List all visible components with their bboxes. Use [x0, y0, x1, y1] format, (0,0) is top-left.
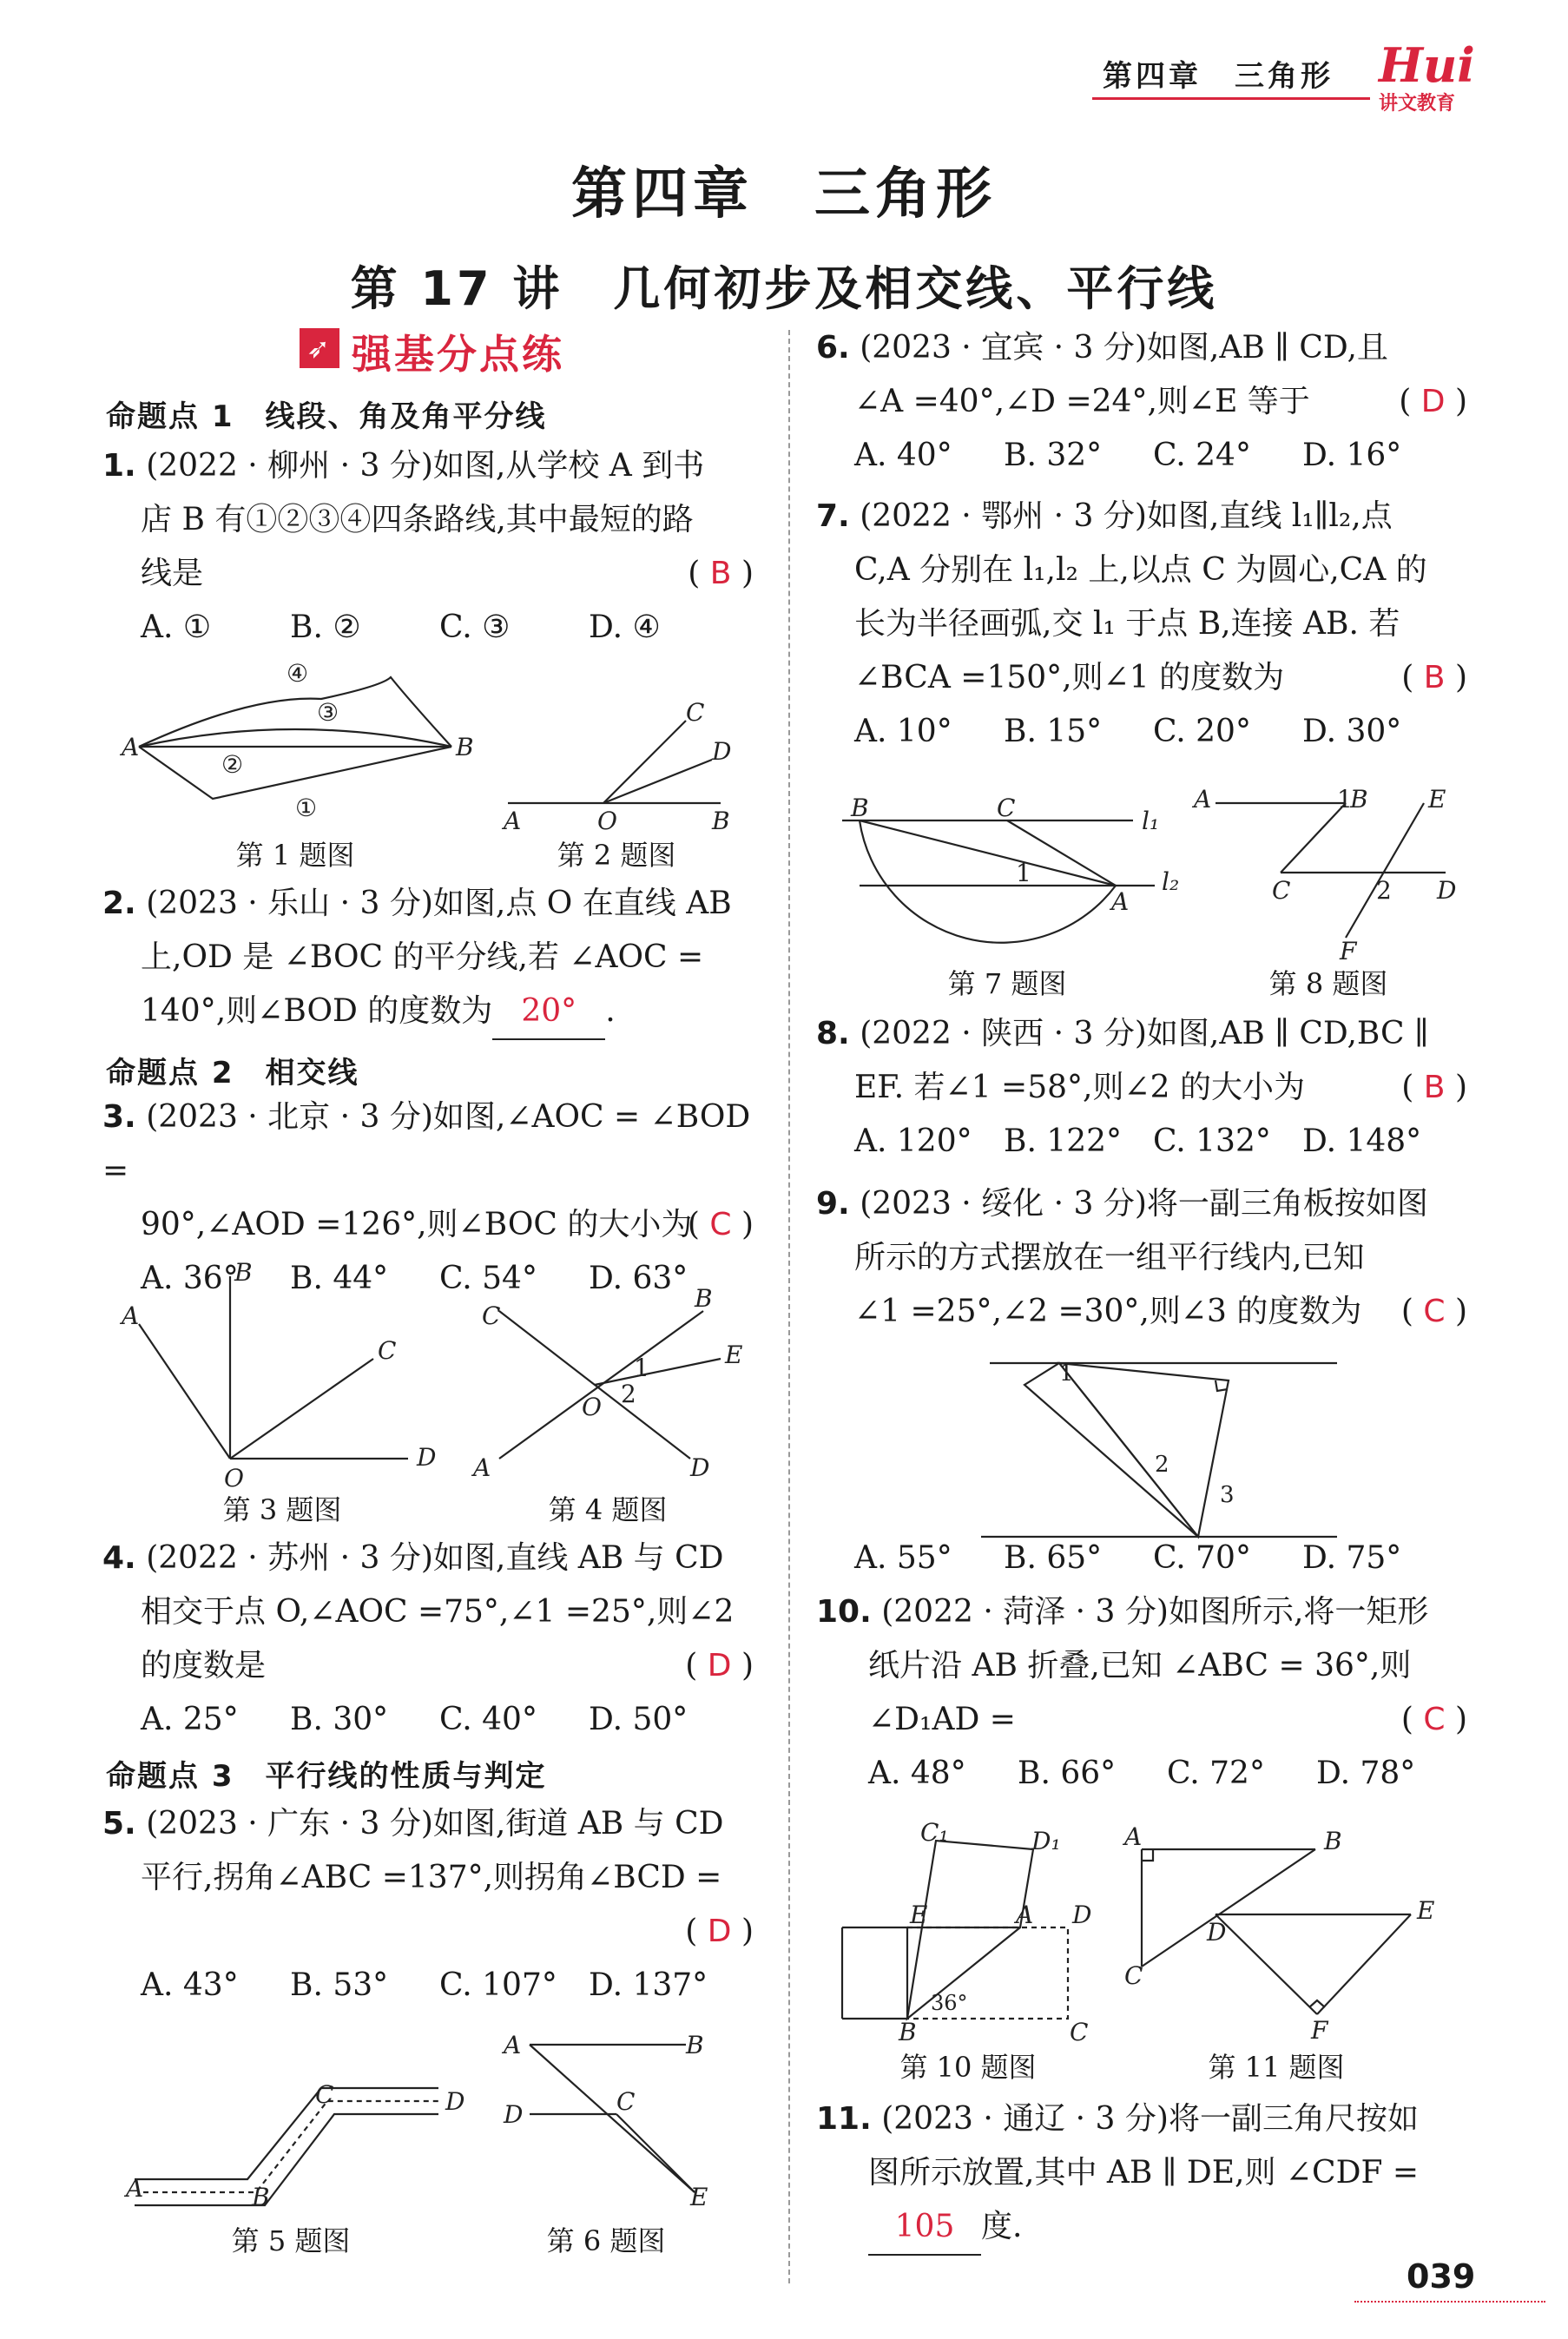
- svg-text:B: B: [695, 1284, 713, 1313]
- question-text: 所示的方式摆放在一组平行线内,已知: [854, 1240, 1365, 1275]
- figure-10-fold: [833, 1818, 1111, 2046]
- svg-text:B: B: [712, 807, 730, 835]
- question-number: 9.: [816, 1186, 850, 1222]
- question-9-options: [854, 1540, 1452, 1576]
- option-d: D. 75°: [1302, 1540, 1402, 1576]
- paper-plane-icon: ➶: [300, 328, 339, 368]
- question-5: 5. (2023 · 广东 · 3 分)如图,街道 AB 与 CD 平行,拐角∠ABC =137°,则拐角∠BCD = ( D ) A. 43° B. 53° C. 107° D. 137°: [102, 1797, 762, 2013]
- svg-text:F: F: [1340, 937, 1357, 965]
- brand-logo: [1379, 37, 1475, 116]
- figure-caption: 第 11 题图: [1208, 2051, 1345, 2084]
- svg-text:1: 1: [1337, 785, 1353, 814]
- svg-text:D: D: [445, 2087, 465, 2116]
- svg-text:A: A: [1111, 887, 1130, 916]
- section-label: 强基分点练: [352, 331, 564, 378]
- svg-text:E: E: [725, 1341, 743, 1369]
- figure-caption: 第 2 题图: [557, 839, 676, 872]
- svg-text:O: O: [224, 1464, 244, 1492]
- answer: B: [709, 556, 732, 591]
- question-number: 1.: [102, 448, 136, 484]
- svg-text:A: A: [122, 1301, 140, 1330]
- figure-7-arc: [833, 781, 1198, 955]
- chapter-title: 第四章 三角形: [571, 162, 997, 227]
- question-text: ∠A =40°,∠D =24°,则∠E 等于: [854, 384, 1310, 419]
- option-b: B. 66°: [1018, 1756, 1117, 1791]
- option-c: C. 72°: [1167, 1756, 1265, 1791]
- question-3: 3. (2023 · 北京 · 3 分)如图,∠AOC = ∠BOD = 90°,∠AOD =126°,则∠BOC 的大小为 ( C ) A. 36° B. 44° C. 54° D. 63°: [102, 1090, 762, 1306]
- question-text: C,A 分别在 l₁,l₂ 上,以点 C 为圆心,CA 的: [854, 552, 1427, 588]
- svg-text:D: D: [1072, 1901, 1092, 1929]
- option-b: B. 44°: [290, 1261, 389, 1296]
- question-text: (2023 · 通辽 · 3 分)将一副三角尺按如: [881, 2101, 1419, 2137]
- figure-3-angles: [122, 1258, 451, 1492]
- svg-text:C: C: [378, 1336, 397, 1365]
- option-c: C. 107°: [439, 1967, 557, 2003]
- question-11: [816, 2092, 1476, 2256]
- option-b: B. 15°: [1004, 714, 1103, 749]
- question-6: 6. (2023 · 宜宾 · 3 分)如图,AB ∥ CD,且 ∠A =40°,∠D =24°,则∠E 等于 ( D ) A. 40° B. 32° C. 24° D. 16°: [816, 321, 1476, 483]
- question-text: (2023 · 广东 · 3 分)如图,街道 AB 与 CD: [146, 1806, 724, 1842]
- svg-text:B: B: [456, 733, 474, 761]
- svg-text:D: D: [712, 737, 732, 766]
- answer: D: [707, 1648, 732, 1683]
- question-7: 7. (2022 · 鄂州 · 3 分)如图,直线 l₁∥l₂,点 C,A 分别在 l₁,l₂ 上,以点 C 为圆心,CA 的 长为半径画弧,交 l₁ 于点 B,连接 AB. 若 ∠BCA =150°,则∠1 的度数为 ( B ) A. 10° B. 15° C. 20° D. 30°: [816, 490, 1476, 759]
- option-c: C. 40°: [439, 1702, 537, 1737]
- svg-text:A: A: [1194, 785, 1212, 814]
- page-number: 039: [1407, 2257, 1476, 2296]
- svg-text:B: B: [851, 794, 869, 822]
- figure-6-parallel: [504, 2023, 729, 2214]
- option-c: C. 70°: [1153, 1540, 1251, 1576]
- question-text: (2022 · 菏泽 · 3 分)如图所示,将一矩形: [881, 1594, 1429, 1630]
- svg-text:③: ③: [317, 698, 339, 727]
- question-number: 5.: [102, 1806, 136, 1842]
- option-d: D. 78°: [1316, 1756, 1416, 1791]
- svg-text:l₁: l₁: [1142, 807, 1160, 835]
- answer-blank: 20°: [492, 985, 605, 1040]
- svg-text:B: B: [234, 1258, 253, 1287]
- option-d: D. ④: [589, 609, 661, 645]
- svg-text:A: A: [126, 2174, 144, 2203]
- question-number: 10.: [816, 1594, 872, 1630]
- svg-text:D₁: D₁: [1031, 1827, 1061, 1855]
- svg-text:C: C: [997, 794, 1016, 822]
- svg-text:3: 3: [1220, 1482, 1235, 1508]
- question-text: (2023 · 乐山 · 3 分)如图,点 O 在直线 AB: [146, 886, 732, 921]
- question-text: 相交于点 O,∠AOC =75°,∠1 =25°,则∠2: [141, 1594, 735, 1630]
- svg-text:A: A: [1124, 1822, 1143, 1851]
- option-a: A. 10°: [854, 714, 952, 749]
- option-c: C. 20°: [1153, 714, 1251, 749]
- logo-mark: Hui: [1379, 37, 1475, 93]
- svg-text:C: C: [686, 698, 705, 727]
- answer-unit: 度.: [981, 2209, 1023, 2244]
- option-d: D. 148°: [1302, 1123, 1422, 1159]
- question-text: (2022 · 柳州 · 3 分)如图,从学校 A 到书: [146, 448, 705, 484]
- question-text: (2022 · 陕西 · 3 分)如图,AB ∥ CD,BC ∥: [860, 1016, 1429, 1051]
- figure-caption: 第 10 题图: [899, 2051, 1037, 2084]
- question-4: 4. (2022 · 苏州 · 3 分)如图,直线 AB 与 CD 相交于点 O,∠AOC =75°,∠1 =25°,则∠2 的度数是 ( D ) A. 25° B. 30° C. 40° D. 50°: [102, 1532, 762, 1747]
- question-number: 3.: [102, 1099, 136, 1135]
- option-d: D. 137°: [589, 1967, 708, 2003]
- lecture-title: 第 17 讲 几何初步及相交线、平行线: [350, 261, 1218, 316]
- question-text: 平行,拐角∠ABC =137°,则拐角∠BCD =: [141, 1860, 722, 1895]
- question-text: 店 B 有①②③④四条路线,其中最短的路: [141, 502, 694, 537]
- svg-text:1: 1: [634, 1354, 649, 1382]
- svg-text:B: B: [1350, 785, 1368, 814]
- figure-caption: 第 8 题图: [1268, 967, 1388, 1000]
- option-a: A. ①: [141, 609, 212, 645]
- option-c: C. ③: [439, 609, 511, 645]
- svg-text:E: E: [690, 2183, 708, 2211]
- question-8: 8. (2022 · 陕西 · 3 分)如图,AB ∥ CD,BC ∥ EF. 若∠1 =58°,则∠2 的大小为 ( B ) A. 120° B. 122° C. 132° D. 148°: [816, 1007, 1476, 1169]
- question-text: 线是: [141, 556, 204, 591]
- question-text: ∠D₁AD =: [868, 1702, 1016, 1737]
- figure-2-angle: [504, 698, 755, 835]
- answer-blank: 105: [868, 2200, 981, 2256]
- header-rule: [1092, 97, 1370, 100]
- svg-text:E: E: [910, 1901, 928, 1929]
- svg-text:D: D: [1207, 1918, 1227, 1947]
- option-b: B. 53°: [290, 1967, 389, 2003]
- question-text: 140°,则∠BOD 的度数为: [141, 993, 493, 1029]
- svg-text:C: C: [315, 2080, 334, 2109]
- answer: C: [1423, 1702, 1446, 1737]
- option-b: B. 30°: [290, 1702, 389, 1737]
- question-text: 长为半径画弧,交 l₁ 于点 B,连接 AB. 若: [854, 606, 1400, 642]
- svg-text:D: D: [690, 1453, 710, 1482]
- question-text: EF. 若∠1 =58°,则∠2 的大小为: [854, 1070, 1305, 1105]
- svg-text:C: C: [1070, 2018, 1089, 2046]
- option-a: A. 25°: [141, 1702, 239, 1737]
- option-a: A. 55°: [854, 1540, 952, 1576]
- option-a: A. 48°: [868, 1756, 966, 1791]
- figure-9-set-squares: [972, 1346, 1346, 1563]
- option-b: B. 32°: [1004, 438, 1103, 473]
- question-text: (2023 · 绥化 · 3 分)将一副三角板按如图: [860, 1186, 1428, 1222]
- option-a: A. 120°: [854, 1123, 972, 1159]
- option-d: D. 16°: [1302, 438, 1402, 473]
- question-text: (2022 · 鄂州 · 3 分)如图,直线 l₁∥l₂,点: [860, 498, 1393, 534]
- svg-text:D: D: [504, 2100, 524, 2129]
- option-c: C. 24°: [1153, 438, 1251, 473]
- question-text: ∠BCA =150°,则∠1 的度数为: [854, 660, 1285, 695]
- question-9: 9. (2023 · 绥化 · 3 分)将一副三角板按如图 所示的方式摆放在一组平行线内,已知 ∠1 =25°,∠2 =30°,则∠3 的度数为 ( C ): [816, 1177, 1476, 1339]
- svg-text:C: C: [616, 2087, 636, 2116]
- svg-text:A: A: [473, 1453, 491, 1482]
- svg-text:2: 2: [1155, 1452, 1169, 1478]
- figure-5-street: [126, 2066, 491, 2223]
- question-1: 1. (2022 · 柳州 · 3 分)如图,从学校 A 到书 店 B 有①②③④四条路线,其中最短的路 线是 ( B ) A. ① B. ② C. ③ D. ④: [102, 439, 762, 655]
- question-text: (2023 · 宜宾 · 3 分)如图,AB ∥ CD,且: [860, 330, 1388, 366]
- option-a: A. 36°: [141, 1261, 239, 1296]
- svg-text:A: A: [122, 733, 140, 761]
- question-number: 4.: [102, 1540, 136, 1576]
- figure-caption: 第 1 题图: [235, 839, 355, 872]
- option-d: D. 50°: [589, 1702, 688, 1737]
- figure-caption: 第 7 题图: [947, 967, 1067, 1000]
- svg-text:B: B: [899, 2018, 917, 2046]
- question-number: 8.: [816, 1016, 850, 1051]
- question-number: 7.: [816, 498, 850, 534]
- option-b: B. 65°: [1004, 1540, 1103, 1576]
- answer: D: [1420, 384, 1446, 419]
- question-text: 的度数是: [141, 1648, 267, 1683]
- question-number: 6.: [816, 330, 850, 366]
- question-10: 10. (2022 · 菏泽 · 3 分)如图所示,将一矩形 纸片沿 AB 折叠,已知 ∠ABC = 36°,则 ∠D₁AD = ( C ) A. 48° B. 66° C. 72° D. 78°: [816, 1585, 1476, 1801]
- figure-11-set-squares: [1111, 1822, 1459, 2045]
- svg-text:2: 2: [1376, 876, 1392, 905]
- figure-caption: 第 4 题图: [548, 1493, 668, 1526]
- question-text: (2023 · 北京 · 3 分)如图,∠AOC = ∠BOD =: [102, 1099, 751, 1189]
- running-header: 第四章 三角形: [1103, 59, 1334, 94]
- svg-text:F: F: [1311, 2016, 1328, 2045]
- question-number: 11.: [816, 2101, 872, 2137]
- svg-text:④: ④: [287, 659, 309, 688]
- answer: B: [1423, 1070, 1446, 1105]
- question-text: (2022 · 苏州 · 3 分)如图,直线 AB 与 CD: [146, 1540, 724, 1576]
- svg-text:C: C: [1124, 1961, 1143, 1990]
- question-text: 纸片沿 AB 折叠,已知 ∠ABC = 36°,则: [868, 1648, 1412, 1683]
- svg-text:A: A: [504, 2031, 522, 2059]
- question-number: 2.: [102, 886, 136, 921]
- option-d: D. 30°: [1302, 714, 1402, 749]
- option-d: D. 63°: [589, 1261, 688, 1296]
- question-2: 2. (2023 · 乐山 · 3 分)如图,点 O 在直线 AB 上,OD 是 ∠BOC 的平分线,若 ∠AOC = 140°,则∠BOD 的度数为 20° .: [102, 877, 762, 1040]
- svg-text:O: O: [582, 1393, 602, 1421]
- option-a: A. 40°: [854, 438, 952, 473]
- option-c: C. 54°: [439, 1261, 537, 1296]
- svg-text:O: O: [597, 807, 617, 835]
- answer: D: [707, 1914, 732, 1949]
- svg-text:②: ②: [221, 750, 244, 779]
- topic-heading-2: 命题点 2 相交线: [106, 1056, 359, 1090]
- svg-text:C: C: [1272, 876, 1291, 905]
- svg-text:l₂: l₂: [1162, 867, 1180, 896]
- svg-text:A: A: [504, 807, 522, 835]
- figure-caption: 第 5 题图: [231, 2224, 351, 2257]
- svg-text:E: E: [1428, 785, 1446, 814]
- svg-text:B: B: [686, 2031, 704, 2059]
- column-divider: [788, 330, 790, 2283]
- question-text: 上,OD 是 ∠BOC 的平分线,若 ∠AOC =: [141, 939, 704, 975]
- option-b: B. ②: [290, 609, 361, 645]
- svg-text:2: 2: [621, 1380, 636, 1408]
- svg-text:1: 1: [1016, 859, 1031, 887]
- svg-text:B: B: [1324, 1827, 1342, 1855]
- option-b: B. 122°: [1004, 1123, 1123, 1159]
- page-number-rule: [1354, 2301, 1545, 2303]
- svg-text:D: D: [1437, 876, 1457, 905]
- question-text: ∠1 =25°,∠2 =30°,则∠3 的度数为: [854, 1294, 1362, 1329]
- answer: B: [1423, 660, 1446, 695]
- topic-heading-1: 命题点 1 线段、角及角平分线: [106, 399, 547, 434]
- svg-text:C: C: [482, 1301, 501, 1330]
- svg-text:D: D: [417, 1443, 437, 1472]
- answer: C: [709, 1207, 732, 1242]
- svg-text:A: A: [1016, 1901, 1034, 1929]
- svg-text:E: E: [1417, 1896, 1435, 1925]
- brand-name: 讲文教育: [1379, 93, 1456, 115]
- svg-text:①: ①: [295, 794, 318, 822]
- svg-text:B: B: [252, 2183, 270, 2211]
- figure-caption: 第 3 题图: [222, 1493, 342, 1526]
- svg-text:1: 1: [1059, 1361, 1074, 1387]
- figure-caption: 第 6 题图: [546, 2224, 666, 2257]
- svg-text:36°: 36°: [931, 1991, 968, 2015]
- section-heading: [300, 323, 564, 380]
- option-c: C. 132°: [1153, 1123, 1271, 1159]
- answer: C: [1423, 1294, 1446, 1329]
- option-a: A. 43°: [141, 1967, 239, 2003]
- topic-heading-3: 命题点 3 平行线的性质与判定: [106, 1759, 547, 1794]
- question-text: 图所示放置,其中 AB ∥ DE,则 ∠CDF =: [868, 2155, 1420, 2191]
- question-text: 90°,∠AOD =126°,则∠BOC 的大小为: [141, 1207, 693, 1242]
- svg-text:C₁: C₁: [920, 1818, 949, 1847]
- figure-4-intersecting-lines: [473, 1284, 760, 1485]
- figure-8-parallel: [1194, 781, 1480, 965]
- figure-1-routes: [122, 659, 474, 833]
